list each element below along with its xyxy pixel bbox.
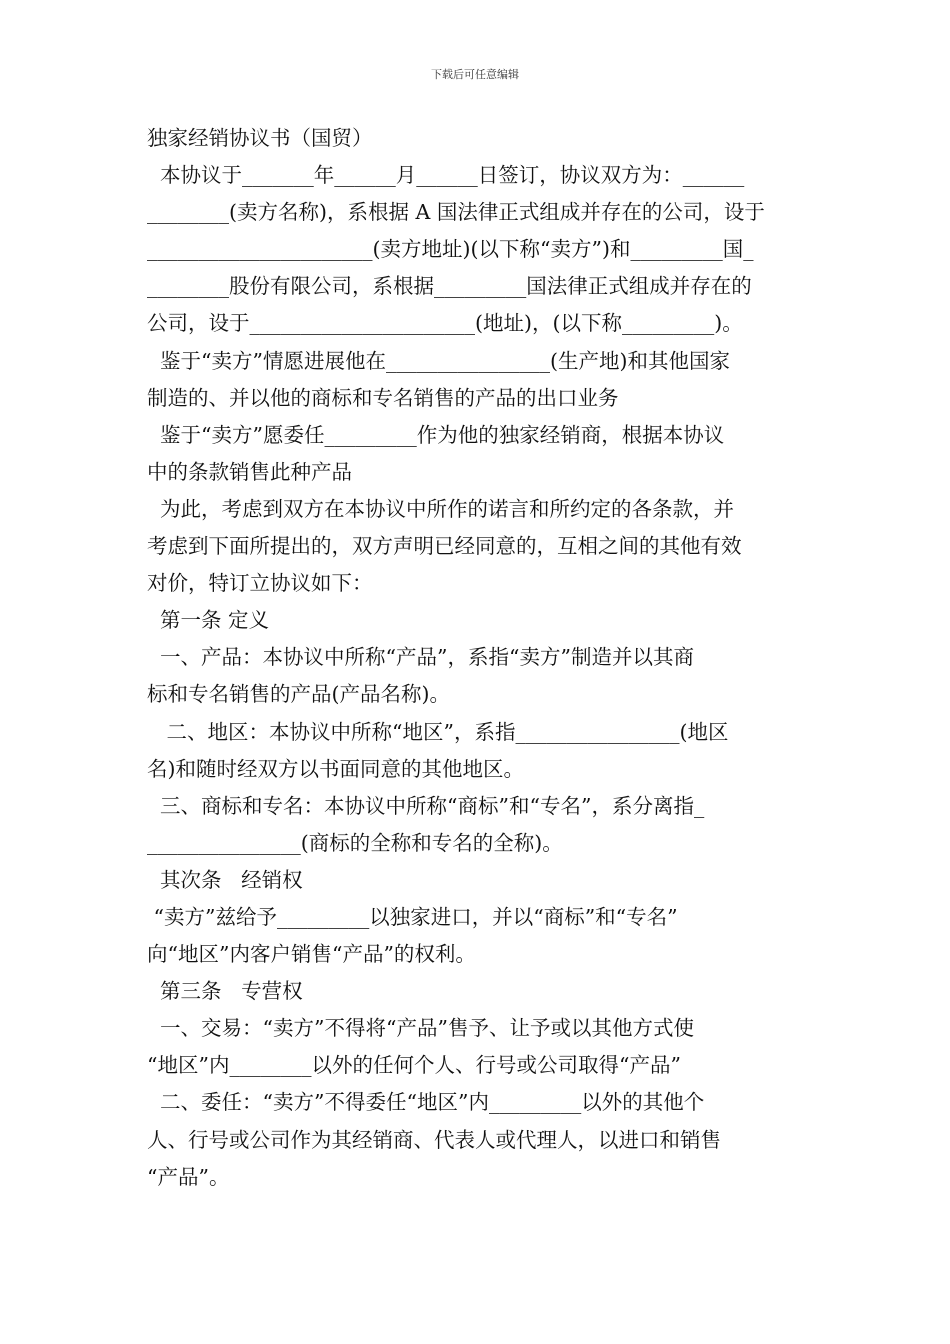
text-line: 其次条 经销权 [147, 867, 303, 892]
text-line: 向“地区”内客户销售“产品”的权利。 [147, 942, 476, 967]
document-body [147, 120, 807, 1196]
text-line: 三、商标和专名：本协议中所称“商标”和“专名”，系分离指_ [147, 793, 705, 818]
text-line: 第一条 定义 [147, 608, 270, 633]
text-line: 对价，特订立协议如下： [147, 571, 373, 596]
page-header: 下载后可任意编辑 [431, 68, 519, 81]
text-line: _______________(商标的全称和专名的全称)。 [147, 830, 563, 855]
text-line: 二、地区：本协议中所称“地区”，系指________________(地区 [147, 719, 729, 744]
text-line: ________股份有限公司，系根据_________国法律正式组成并存在的 [147, 274, 752, 299]
text-line: ________(卖方名称)，系根据 A 国法律正式组成并存在的公司，设于 [147, 200, 765, 225]
text-line: “地区”内________以外的任何个人、行号或公司取得“产品” [147, 1053, 681, 1078]
text-line: 公司，设于______________________(地址)，(以下称_________)。 [147, 311, 743, 336]
text-line: 名)和随时经双方以书面同意的其他地区。 [147, 756, 524, 781]
text-line: 第三条 专营权 [147, 979, 303, 1004]
text-line: 一、交易：“卖方”不得将“产品”售予、让予或以其他方式使 [147, 1016, 694, 1041]
text-line: ______________________(卖方地址)(以下称“卖方”)和_________国_ [147, 237, 754, 262]
text-line: 鉴于“卖方”情愿进展他在________________(生产地)和其他国家 [147, 348, 730, 373]
text-line: 二、委任：“卖方”不得委任“地区”内_________以外的其他个 [147, 1090, 705, 1115]
text-line: “卖方”兹给予_________以独家进口，并以“商标”和“专名” [147, 904, 678, 929]
text-line: 本协议于_______年______月______日签订，协议双方为：______ [147, 163, 745, 188]
text-line: 考虑到下面所提出的，双方声明已经同意的，互相之间的其他有效 [147, 534, 742, 559]
text-line: 人、行号或公司作为其经销商、代表人或代理人，以进口和销售 [147, 1127, 721, 1152]
text-line: 中的条款销售此种产品 [147, 459, 352, 484]
text-line: 为此，考虑到双方在本协议中所作的诺言和所约定的各条款，并 [147, 496, 735, 521]
document-title: 独家经销协议书（国贸） [147, 126, 373, 150]
text-line: 标和专名销售的产品(产品名称)。 [147, 682, 450, 707]
text-line: “产品”。 [147, 1164, 230, 1189]
text-line: 一、产品：本协议中所称“产品”，系指“卖方”制造并以其商 [147, 645, 694, 670]
text-line: 制造的、并以他的商标和专名销售的产品的出口业务 [147, 385, 619, 410]
text-line: 鉴于“卖方”愿委任_________作为他的独家经销商，根据本协议 [147, 422, 725, 447]
